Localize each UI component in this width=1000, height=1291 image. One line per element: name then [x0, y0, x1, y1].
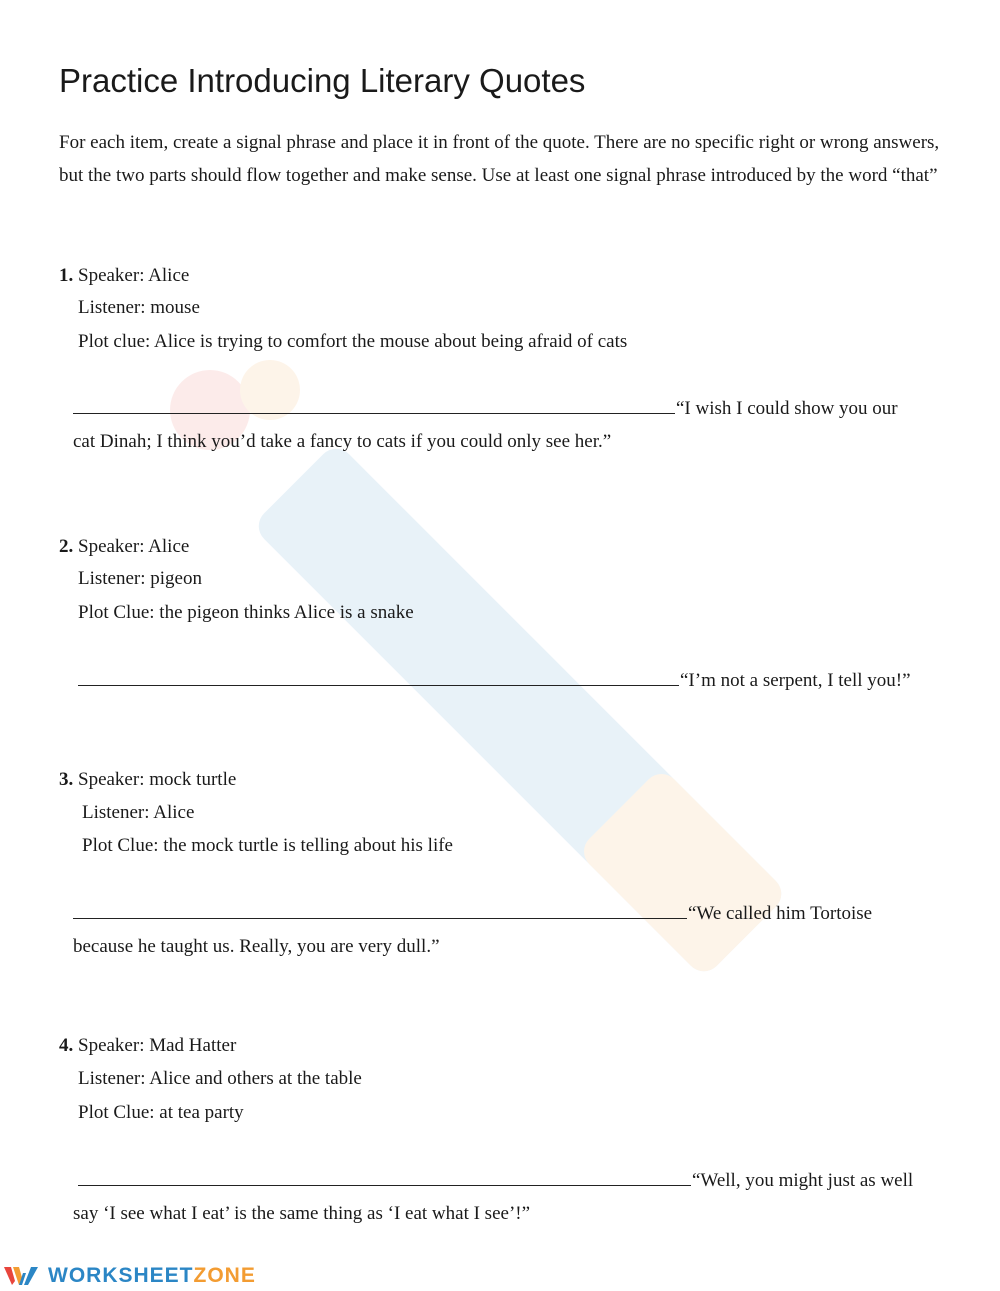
answer-blank[interactable] — [73, 396, 675, 414]
speaker-text: Speaker: Alice — [78, 536, 190, 557]
speaker-text: Speaker: Alice — [78, 265, 190, 286]
answer-blank[interactable] — [73, 901, 687, 919]
logo-text-worksheet: WORKSHEET — [48, 1264, 194, 1287]
speaker-text: Speaker: mock turtle — [78, 769, 237, 790]
listener-text: Listener: mouse — [78, 297, 200, 318]
footer-logo[interactable] — [4, 1262, 256, 1290]
plot-clue-text: Plot Clue: at tea party — [78, 1102, 244, 1123]
answer-blank[interactable] — [78, 1168, 691, 1186]
item-number: 2. — [59, 536, 74, 557]
item-number: 4. — [59, 1035, 74, 1056]
quote-continuation: say ‘I see what I eat’ is the same thing as ‘I eat what I see’!” — [73, 1203, 531, 1224]
quote-continuation: because he taught us. Really, you are very dull.” — [73, 936, 440, 957]
item-number: 1. — [59, 265, 74, 286]
listener-text: Listener: pigeon — [78, 568, 202, 589]
quote-continuation: cat Dinah; I think you’d take a fancy to cats if you could only see her.” — [73, 431, 612, 452]
item-number: 3. — [59, 769, 74, 790]
logo-text-zone: ZONE — [193, 1264, 256, 1287]
worksheetzone-w-icon — [4, 1265, 38, 1287]
plot-clue-text: Plot Clue: the mock turtle is telling about his life — [82, 835, 453, 856]
page-title: Practice Introducing Literary Quotes — [59, 62, 586, 99]
answer-blank[interactable] — [78, 668, 679, 686]
quote-text: “I’m not a serpent, I tell you!” — [680, 670, 911, 691]
quote-text: “I wish I could show you our — [676, 398, 898, 419]
plot-clue-text: Plot Clue: the pigeon thinks Alice is a snake — [78, 602, 414, 623]
quote-text: “Well, you might just as well — [692, 1170, 914, 1191]
quote-text: “We called him Tortoise — [688, 903, 873, 924]
instructions: For each item, create a signal phrase and place it in front of the quote. There are no specific right or wrong answers, but the two parts should flow together and make sense. Use at least one signal phrase introduced by the word “that” — [59, 132, 940, 186]
listener-text: Listener: Alice and others at the table — [78, 1068, 362, 1089]
plot-clue-text: Plot clue: Alice is trying to comfort the mouse about being afraid of cats — [78, 331, 628, 352]
speaker-text: Speaker: Mad Hatter — [78, 1035, 237, 1056]
listener-text: Listener: Alice — [82, 802, 195, 823]
